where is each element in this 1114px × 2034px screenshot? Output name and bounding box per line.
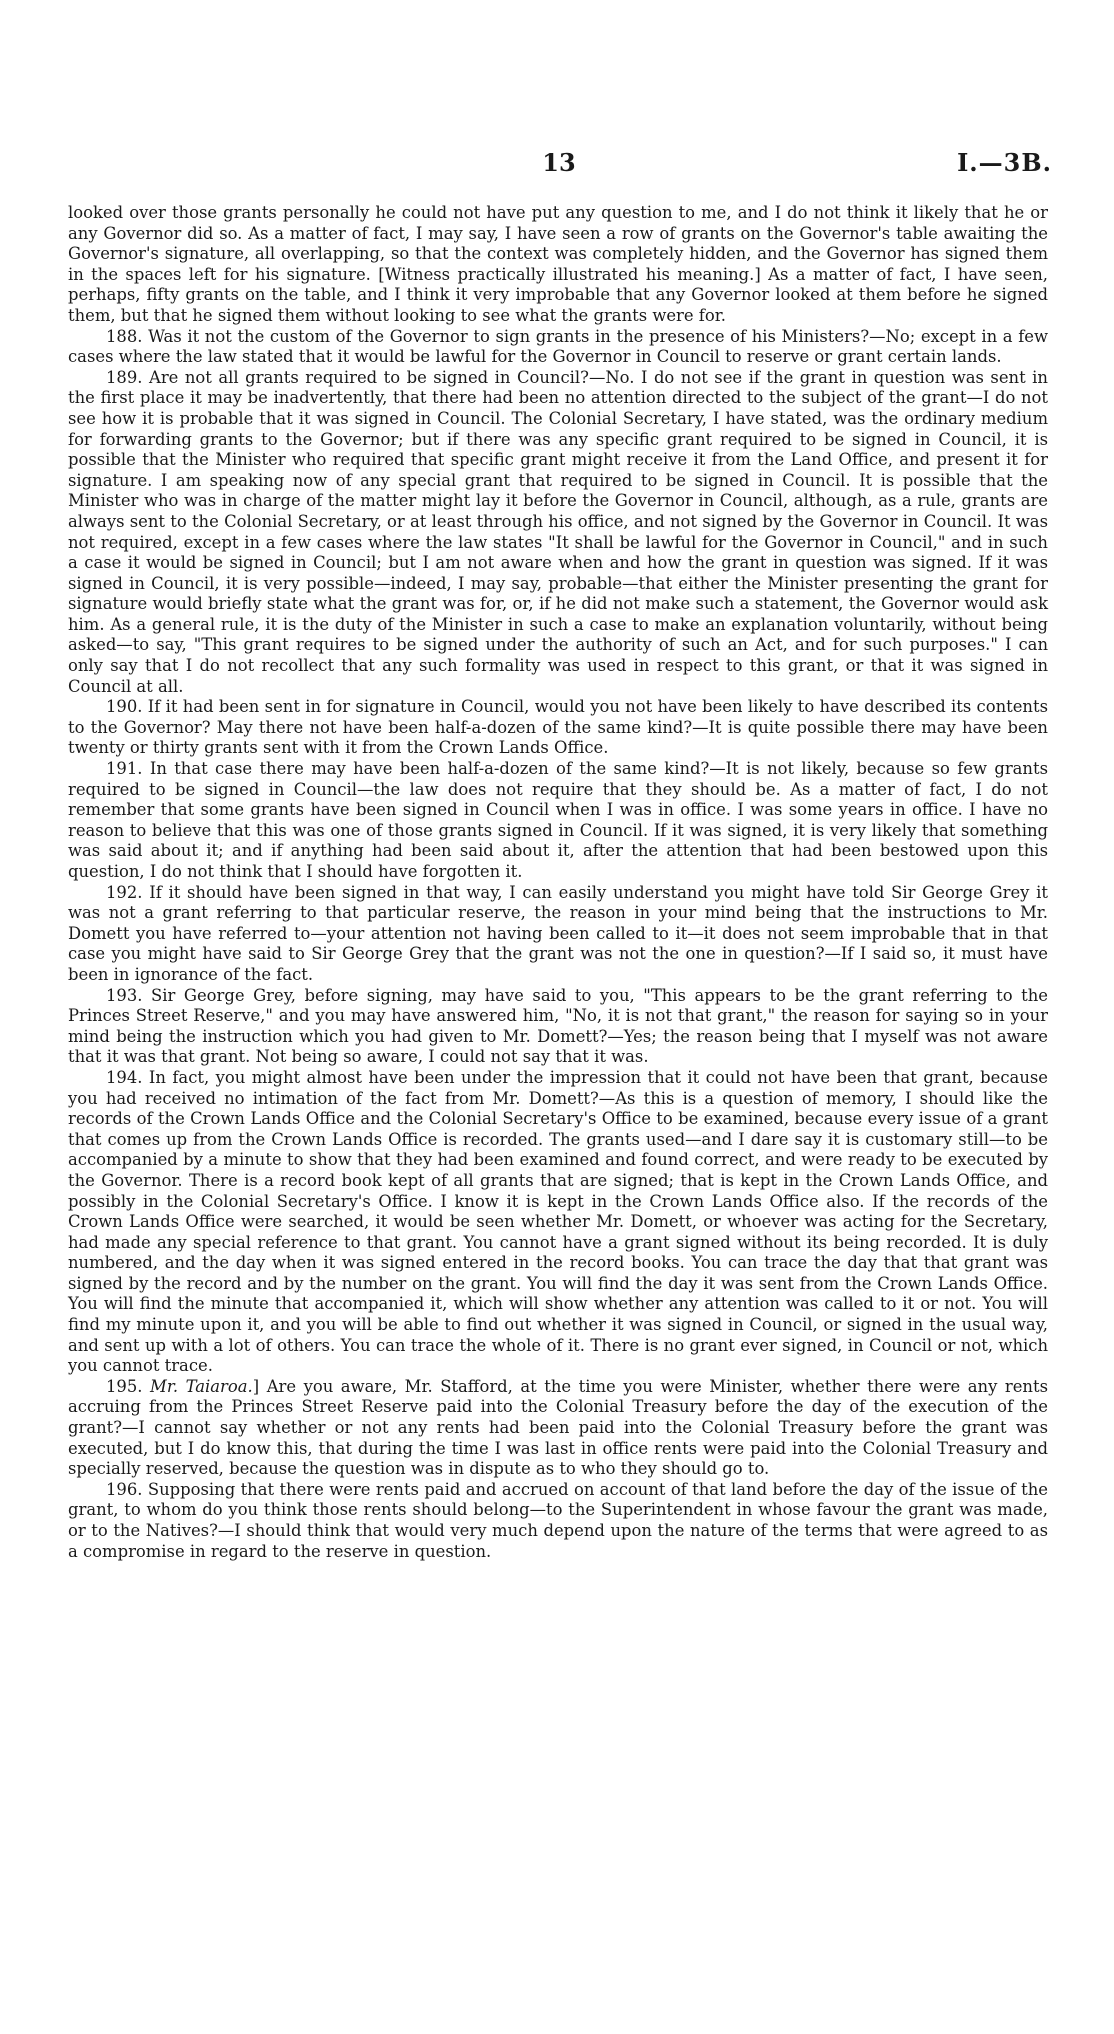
paragraph (68, 203, 1048, 327)
paragraph-text: Are you aware, Mr. Stafford, at the time you were Minister, whether there were any rents accruing from the Princes Street Reserve paid into the Colonial Treasury before the day of the execution of the grant?—I cannot say whether or not any rents had been paid into the Colonial Treasury before the grant was executed, but I do know this, that during the time I was last in office rents were paid into the Colonial Treasury and specially reserved, because the question was in dispute as to who they should go to. (68, 1376, 1048, 1479)
page-number: 13 (542, 148, 576, 177)
paragraph (68, 327, 1048, 368)
paragraph-text: 192. If it should have been signed in that way, I can easily understand you might have told Sir George Grey it was not a grant referring to that particular reserve, the reason in your mind being that the instructions to Mr. Domett you have referred to—your attention not having been called to it—it does not seem improbable that in that case you might have said to Sir George Grey that the grant was not the one in question?—If I said so, it must have been in ignorance of the fact. (68, 882, 1048, 984)
paragraph-text: 191. In that case there may have been half-a-dozen of the same kind?—It is not likely, because so few grants required to be signed in Council—the law does not require that they should be. As a matter of fact, I do not remember that some grants have been signed in Council when I was in office. I was some years in office. I have no reason to believe that this was one of those grants signed in Council. If it was signed, it is very likely that something was said about it; and if anything had been said about it, after the attention that had been bestowed upon this question, I do not think that I should have forgotten it. (68, 759, 1048, 881)
paragraph (68, 697, 1048, 759)
paragraph (68, 1377, 1048, 1480)
speaker-prefix: 195. Mr. Taiaroa.] (106, 1376, 260, 1396)
paragraph-text: 196. Supposing that there were rents paid and accrued on account of that land before the day of the issue of the grant, to whom do you think those rents should belong—to the Superintendent in whose favour the grant was made, or to the Natives?—I should think that would very much depend upon the nature of the terms that were agreed to as a compromise in regard to the reserve in question. (68, 1479, 1048, 1561)
paragraph (68, 759, 1048, 883)
paragraph (68, 368, 1048, 698)
document-reference: I.—3B. (957, 148, 1052, 177)
paragraph-text: 190. If it had been sent in for signature in Council, would you not have been likely to have described its contents to the Governor? May there not have been half-a-dozen of the same kind?—It is quite possible there may have been twenty or thirty grants sent with it from the Crown Lands Office. (68, 697, 1048, 758)
paragraph-text: 188. Was it not the custom of the Governor to sign grants in the presence of his Ministers?—No; except in a few cases where the law stated that it would be lawful for the Governor in Council to reserve or grant certain lands. (68, 326, 1048, 367)
paragraph (68, 883, 1048, 986)
paragraph (68, 1068, 1048, 1377)
paragraph-text: 194. In fact, you might almost have been under the impression that it could not have been that grant, because you had received no intimation of the fact from Mr. Domett?—As this is a question of memory, I should like the records of the Crown Lands Office and the Colonial Secretary's Office to be examined, because every issue of a grant that comes up from the Crown Lands Office is recorded. The grants used—and I dare say it is customary still—to be accompanied by a minute to show that they had been examined and found correct, and were ready to be executed by the Governor. There is a record book kept of all grants that are signed; that is kept in the Crown Lands Office, and possibly in the Colonial Secretary's Office. I know it is kept in the Crown Lands Office also. If the records of the Crown Lands Office were searched, it would be seen whether Mr. Domett, or whoever was acting for the Secretary, had made any special reference to that grant. You cannot have a grant signed without its being recorded. It is duly numbered, and the day when it was signed entered in the record books. You can trace the day that that grant was signed by the record and by the number on the grant. You will find the day it was sent from the Crown Lands Office. You will find the minute that accompanied it, which will show whether any attention was called to it or not. You will find my minute upon it, and you will be able to find out whether it was signed in Council, or signed in the usual way, and sent up with a lot of others. You can trace the whole of it. There is no grant ever signed, in Council or not, which you cannot trace. (68, 1067, 1048, 1376)
paragraph-text: 189. Are not all grants required to be signed in Council?—No. I do not see if the grant in question was sent in the first place it may be inadvertently, that there had been no attention directed to the subject of the grant—I do not see how it is probable that it was signed in Council. The Colonial Secretary, I have stated, was the ordinary medium for forwarding grants to the Governor; but if there was any specific grant required to be signed in Council, it is possible that the Minister who required that specific grant might receive it from the Land Office, and present it for signature. I am speaking now of any special grant that required to be signed in Council. It is possible that the Minister who was in charge of the matter might lay it before the Governor in Council, although, as a rule, grants are always sent to the Colonial Secretary, or at least through his office, and not signed by the Governor in Council. It was not required, except in a few cases where the law states "It shall be lawful for the Governor in Council," and in such a case it would be signed in Council; but I am not aware when and how the grant in question was signed. If it was signed in Council, it is very possible—indeed, I may say, probable—that either the Minister presenting the grant for signature would briefly state what the grant was for, or, if he did not make such a statement, the Governor would ask him. As a general rule, it is the duty of the Minister in such a case to make an explanation voluntarily, without being asked—to say, "This grant requires to be signed under the authority of such an Act, and for such purposes." I can only say that I do not recollect that any such formality was used in respect to this grant, or that it was signed in Council at all. (68, 367, 1048, 696)
paragraph (68, 986, 1048, 1068)
paragraph-text: looked over those grants personally he could not have put any question to me, and I do not think it likely that he or any Governor did so. As a matter of fact, I may say, I have seen a row of grants on the Governor's table awaiting the Governor's signature, all overlapping, so that the context was completely hidden, and the Governor has signed them in the spaces left for his signature. [Witness practically illustrated his meaning.] As a matter of fact, I have seen, perhaps, fifty grants on the table, and I think it very improbable that any Governor looked at them before he signed them, but that he signed them without looking to see what the grants were for. (68, 203, 1048, 325)
paragraph (68, 1480, 1048, 1562)
body-text (68, 203, 1048, 1562)
paragraph-text: 193. Sir George Grey, before signing, may have said to you, "This appears to be the grant referring to the Princes Street Reserve," and you may have answered him, "No, it is not that grant," the reason for saying so in your mind being the instruction which you had given to Mr. Domett?—Yes; the reason being that I myself was not aware that it was that grant. Not being so aware, I could not say that it was. (68, 985, 1048, 1067)
